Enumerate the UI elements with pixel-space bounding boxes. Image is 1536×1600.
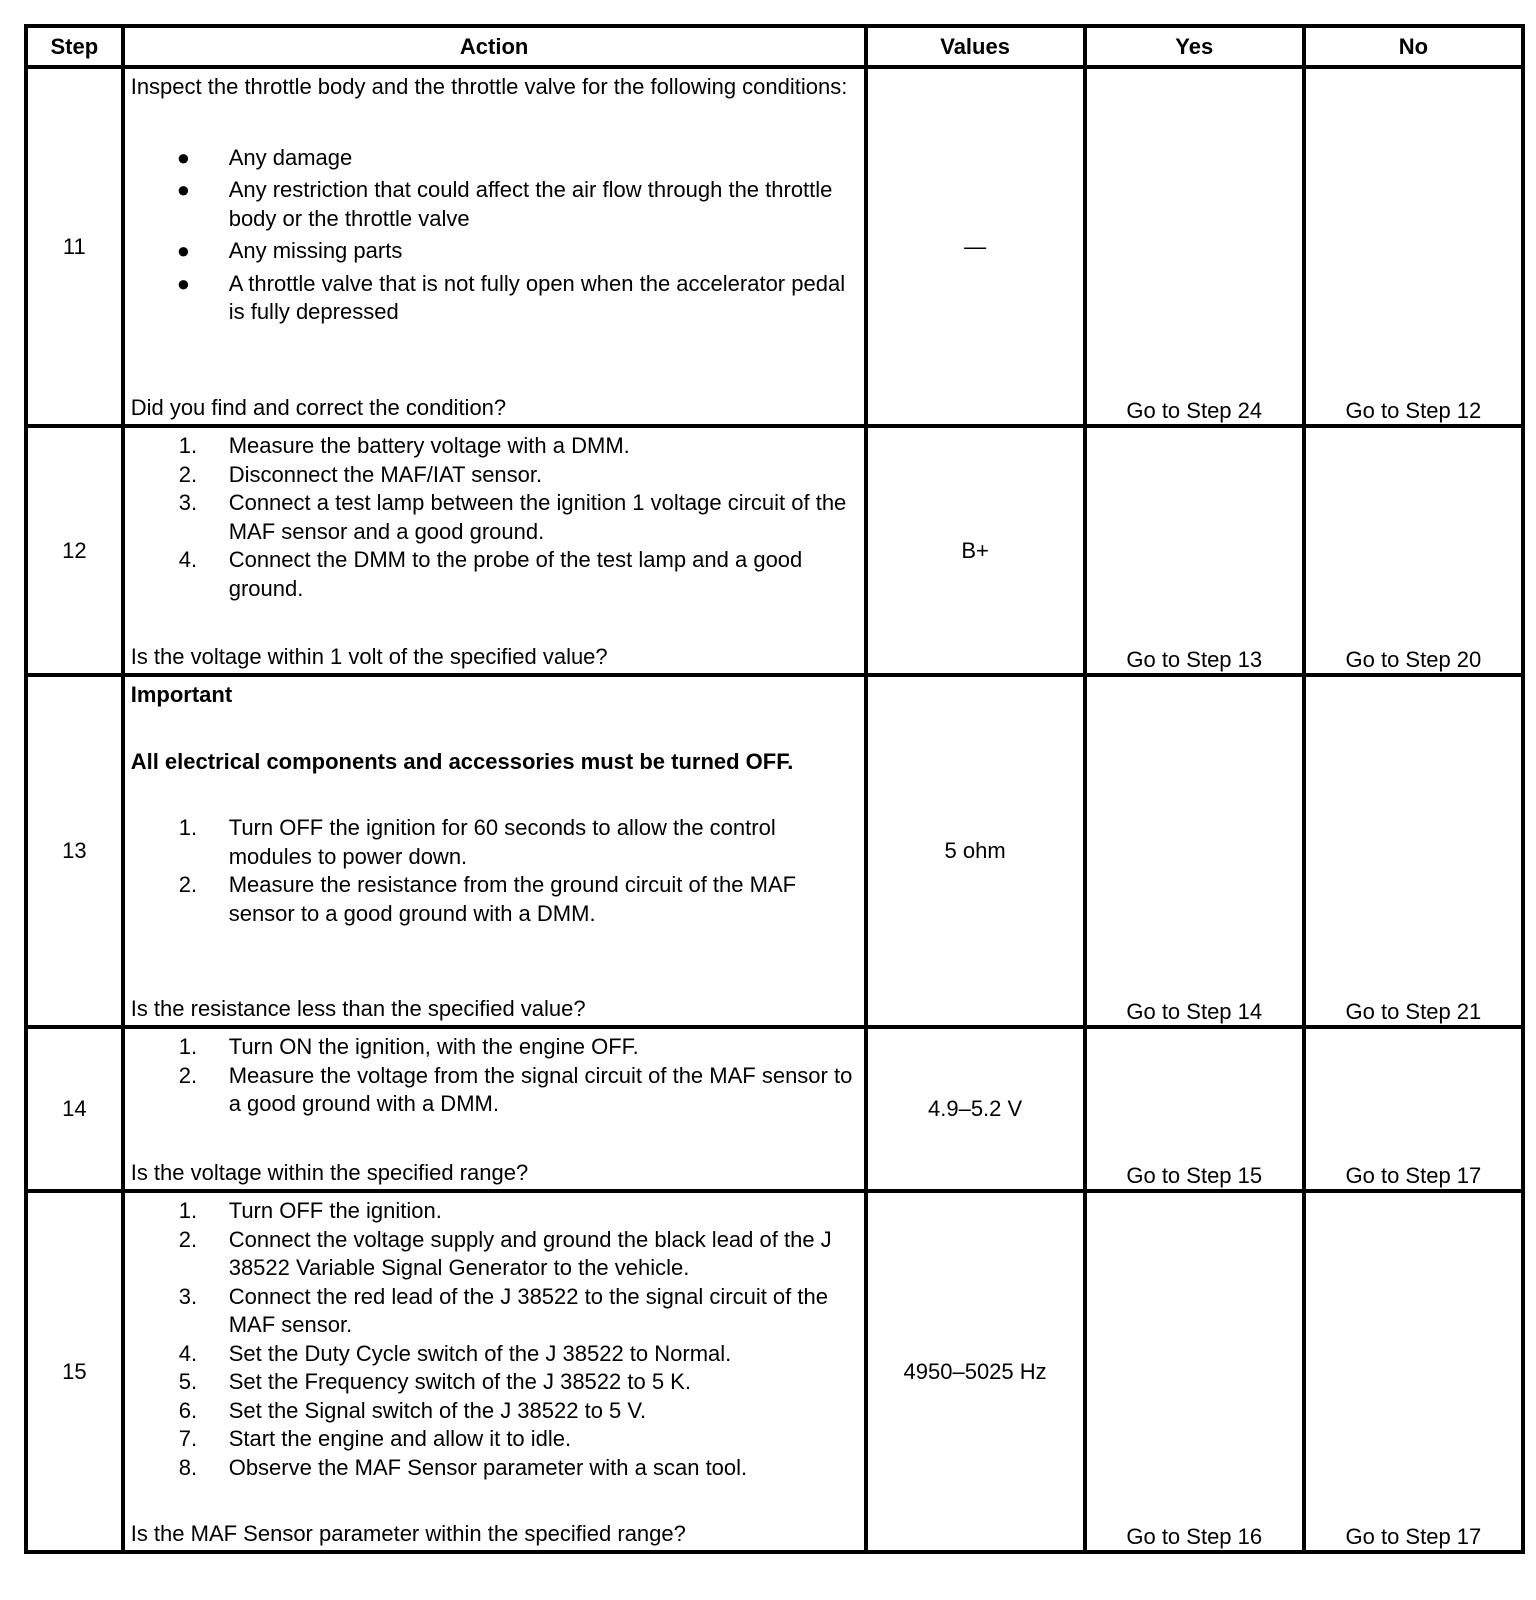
action-cell <box>123 1027 866 1191</box>
table-row-step-12 <box>26 426 1523 675</box>
list-item: 2. Connect the voltage supply and ground the black lead of the J 38522 Variable Signal Generator to the vehicle. <box>178 1226 832 1280</box>
yes-cell: Go to Step 13 <box>1085 426 1304 675</box>
action-question: Did you find and correct the condition? <box>130 394 507 420</box>
list-item: 6. Set the Signal switch of the J 38522 to 5 V. <box>178 1397 647 1423</box>
value-cell: 5 ohm <box>866 675 1085 1027</box>
action-cell <box>123 67 866 426</box>
list-item: ● Any missing parts <box>176 238 403 263</box>
procedure-list <box>131 1197 858 1482</box>
step-number: 11 <box>26 67 123 426</box>
list-item: 4. Connect the DMM to the probe of the test lamp and a good ground. <box>178 547 803 601</box>
no-cell: Go to Step 17 <box>1304 1191 1523 1552</box>
yes-cell: Go to Step 14 <box>1085 675 1304 1027</box>
list-item: 7. Start the engine and allow it to idle. <box>178 1426 572 1451</box>
step-number: 12 <box>26 426 123 675</box>
action-cell <box>123 675 866 1027</box>
step-number: 13 <box>26 675 123 1027</box>
step-number: 15 <box>26 1191 123 1552</box>
yes-cell: Go to Step 24 <box>1085 67 1304 426</box>
table-row-step-15 <box>26 1191 1523 1552</box>
action-cell <box>123 1191 866 1552</box>
yes-cell: Go to Step 15 <box>1085 1027 1304 1191</box>
header-step: Step <box>26 26 123 67</box>
no-cell: Go to Step 21 <box>1304 675 1523 1027</box>
procedure-list <box>131 1033 858 1119</box>
list-item: 1. Turn ON the ignition, with the engine OFF. <box>178 1034 639 1059</box>
list-item: ● Any damage <box>176 144 353 170</box>
list-item: 3. Connect the red lead of the J 38522 to the signal circuit of the MAF sensor. <box>178 1283 828 1337</box>
list-item: 4. Set the Duty Cycle switch of the J 38522 to Normal. <box>178 1340 732 1366</box>
step-number: 14 <box>26 1027 123 1191</box>
action-question: Is the voltage within the specified range? <box>130 1159 529 1185</box>
important-text: All electrical components and accessories must be turned OFF. <box>130 748 794 774</box>
no-cell: Go to Step 20 <box>1304 426 1523 675</box>
list-item: 1. Turn OFF the ignition for 60 seconds to allow the control modules to power down. <box>178 815 776 869</box>
list-item: ● Any restriction that could affect the air flow through the throttle body or the throttle valve <box>176 177 833 231</box>
table-row-step-14 <box>26 1027 1523 1191</box>
condition-list <box>131 144 858 327</box>
action-question: Is the MAF Sensor parameter within the specified range? <box>130 1520 686 1546</box>
list-item: 1. Turn OFF the ignition. <box>178 1198 442 1223</box>
list-item: 5. Set the Frequency switch of the J 38522 to 5 K. <box>178 1369 691 1394</box>
value-cell: — <box>866 67 1085 426</box>
list-item: 2. Disconnect the MAF/IAT sensor. <box>178 461 543 487</box>
value-cell: B+ <box>866 426 1085 675</box>
header-no: No <box>1304 26 1523 67</box>
action-intro: Inspect the throttle body and the throttle valve for the following conditions: <box>130 74 848 99</box>
list-item: ● A throttle valve that is not fully open when the accelerator pedal is fully depressed <box>176 270 846 324</box>
list-item: 2. Measure the voltage from the signal circuit of the MAF sensor to a good ground with a DMM. <box>178 1062 853 1116</box>
list-item: 3. Connect a test lamp between the ignition 1 voltage circuit of the MAF sensor and a good ground. <box>178 490 847 544</box>
action-question: Is the voltage within 1 volt of the specified value? <box>130 643 608 669</box>
header-action: Action <box>123 26 866 67</box>
important-heading: Important <box>130 682 233 707</box>
table-row-step-13 <box>26 675 1523 1027</box>
table-row-step-11 <box>26 67 1523 426</box>
no-cell: Go to Step 17 <box>1304 1027 1523 1191</box>
list-item: 8. Observe the MAF Sensor parameter with a scan tool. <box>178 1454 748 1480</box>
diagnostic-table <box>24 24 1525 1554</box>
header-yes: Yes <box>1085 26 1304 67</box>
value-cell: 4950–5025 Hz <box>866 1191 1085 1552</box>
no-cell: Go to Step 12 <box>1304 67 1523 426</box>
action-cell <box>123 426 866 675</box>
procedure-list <box>131 432 858 603</box>
value-cell: 4.9–5.2 V <box>866 1027 1085 1191</box>
procedure-list <box>131 814 858 928</box>
action-question: Is the resistance less than the specified value? <box>130 995 586 1021</box>
header-values: Values <box>866 26 1085 67</box>
list-item: 1. Measure the battery voltage with a DMM. <box>178 433 630 458</box>
header-row <box>26 26 1523 67</box>
list-item: 2. Measure the resistance from the ground circuit of the MAF sensor to a good ground with a DMM. <box>178 872 797 926</box>
yes-cell: Go to Step 16 <box>1085 1191 1304 1552</box>
